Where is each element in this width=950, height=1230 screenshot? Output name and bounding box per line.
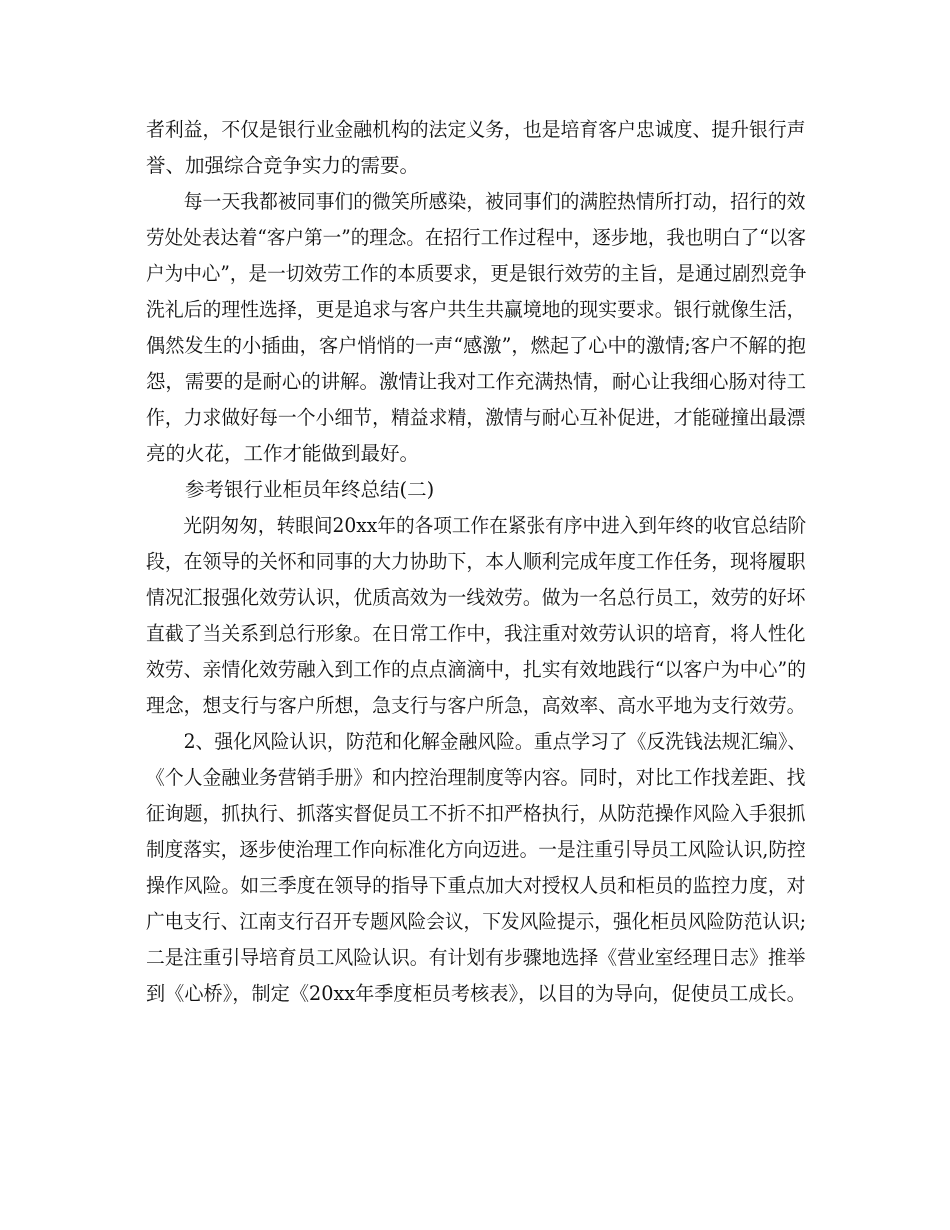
text-line: 光阴匆匆，转眼间20xx年的各项工作在紧张有序中进入到年终的收官总结阶 — [146, 514, 807, 537]
text-line: 2、强化风险认识，防范和化解金融风险。重点学习了《反洗钱法规汇编》、 — [146, 730, 807, 753]
text-line: 洗礼后的理性选择，更是追求与客户共生共赢境地的现实要求。银行就像生活， — [146, 298, 806, 321]
text-line: 到《心桥》，制定《20xx年季度柜员考核表》，以目的为导向，促使员工成长。 — [146, 982, 806, 1005]
text-line: 征询题，抓执行、抓落实督促员工不折不扣严格执行，从防范操作风险入手狠抓 — [146, 802, 806, 825]
section-heading: 参考银行业柜员年终总结(二) — [146, 478, 435, 501]
text-line: 每一天我都被同事们的微笑所感染，被同事们的满腔热情所打动，招行的效 — [146, 190, 806, 213]
text-line: 操作风险。如三季度在领导的指导下重点加大对授权人员和柜员的监控力度，对 — [146, 874, 806, 897]
text-line: 怨，需要的是耐心的讲解。激情让我对工作充满热情，耐心让我细心肠对待工 — [146, 370, 807, 393]
text-line: 作，力求做好每一个小细节，精益求精，激情与耐心互补促进，才能碰撞出最漂 — [146, 406, 806, 429]
text-line: 理念，想支行与客户所想，急支行与客户所急，高效率、高水平地为支行效劳。 — [146, 694, 806, 717]
text-line: 户为中心”，是一切效劳工作的本质要求，更是银行效劳的主旨，是通过剧烈竞争 — [146, 262, 807, 285]
text-line: 广电支行、江南支行召开专题风险会议，下发风险提示，强化柜员风险防范认识; — [146, 910, 807, 933]
text-line: 誉、加强综合竞争实力的需要。 — [146, 154, 420, 177]
text-line: 偶然发生的小插曲，客户悄悄的一声“感激”，燃起了心中的激情;客户不解的抱 — [146, 334, 807, 357]
text-line: 制度落实，逐步使治理工作向标准化方向迈进。一是注重引导员工风险认识,防控 — [146, 838, 806, 861]
text-line: 劳处处表达着“客户第一”的理念。在招行工作过程中，逐步地，我也明白了“以客 — [146, 226, 806, 249]
text-line: 亮的火花，工作才能做到最好。 — [146, 442, 420, 465]
text-line: 效劳、亲情化效劳融入到工作的点点滴滴中，扎实有效地践行“以客户为中心”的 — [146, 658, 806, 681]
text-line: 直截了当关系到总行形象。在日常工作中，我注重对效劳认识的培育，将人性化 — [146, 622, 806, 645]
text-line: 段，在领导的关怀和同事的大力协助下，本人顺利完成年度工作任务，现将履职 — [146, 550, 806, 573]
text-line: 《个人金融业务营销手册》和内控治理制度等内容。同时，对比工作找差距、找 — [146, 766, 806, 789]
text-line: 情况汇报强化效劳认识，优质高效为一线效劳。做为一名总行员工，效劳的好坏 — [146, 586, 806, 609]
text-line: 者利益，不仅是银行业金融机构的法定义务，也是培育客户忠诚度、提升银行声 — [146, 118, 806, 141]
text-line: 二是注重引导培育员工风险认识。有计划有步骤地选择《营业室经理日志》推举 — [146, 946, 806, 969]
